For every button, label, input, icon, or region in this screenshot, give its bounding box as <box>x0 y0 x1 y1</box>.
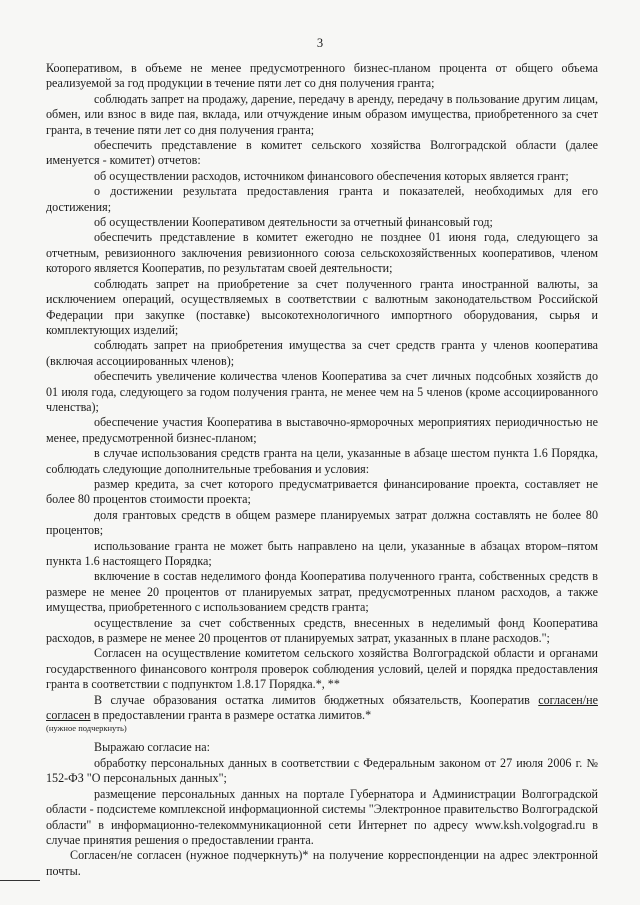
paragraph: осуществление за счет собственных средств, внесенных в неделимый фонд Кооператива расходов, в размере не менее 20 процентов от планируемых затрат, указанных в плане расходов."; <box>46 615 598 646</box>
remaining-grant-tail: в предоставлении гранта в размере остатка лимитов.* <box>90 708 372 723</box>
paragraph: обеспечить представление в комитет ежегодно не позднее 01 июня года, следующего за отчетным, ревизионного заключения ревизионного союза сельскохозяйственных кооперативов, членом которого является Кооператив, по результатам своей деятельности; <box>46 230 598 276</box>
consent-choice: согласен/не согласен <box>46 692 598 723</box>
paragraph: доля грантовых средств в общем размере планируемых затрат должна составлять не более 80 процентов; <box>46 507 598 538</box>
paragraph: о достижении результата предоставления гранта и показателей, необходимых для его достижения; <box>46 184 598 214</box>
underline-note: (нужное подчеркнуть) <box>46 723 127 734</box>
remaining-grant-lead: В случае образования остатка лимитов бюджетных обязательств, Кооператив <box>94 692 530 707</box>
paragraph: включение в состав неделимого фонда Кооператива полученного гранта, собственных средств в размере не менее 20 процентов от планируемых затрат, предусмотренных планом расходов, а также имущества, приобретенного с использованием средств гранта; <box>46 569 598 615</box>
page-number: 3 <box>316 36 324 50</box>
paragraph: обеспечение участия Кооператива в выставочно-ярморочных мероприятиях периодичностью не менее, предусмотренной бизнес-планом; <box>46 415 598 445</box>
paragraph: соблюдать запрет на продажу, дарение, передачу в аренду, передачу в пользование другим лицам, обмен, или взнос в виде пая, вклада, или отчуждение иным образом имущества, приобретенного за счет гранта, в течение пяти лет со дня получения гранта; <box>46 91 598 137</box>
paragraph: Кооперативом, в объеме не менее предусмотренного бизнес-планом процента от общего объема реализуемой за год продукции в течение пяти лет со дня получения гранта; <box>46 61 598 91</box>
remaining-grant-paragraph <box>46 693 598 724</box>
paragraph: использование гранта не может быть направлено на цели, указанные в абзацах втором–пятом пункта 1.6 настоящего Порядка; <box>46 538 598 568</box>
footnote-divider <box>0 880 40 881</box>
consent-item: обработку персональных данных в соответствии с Федеральным законом от 27 июля 2006 г. № 152-ФЗ "О персональных данных"; <box>46 755 598 786</box>
paragraph: обеспечить представление в комитет сельского хозяйства Волгоградской области (далее именуется - комитет) отчетов: <box>46 138 598 168</box>
paragraph: обеспечить увеличение количества членов Кооператива за счет личных подсобных хозяйств до 01 июля года, следующего за годом получения гранта, не менее чем на 5 членов (кроме ассоциированного членства); <box>46 369 598 414</box>
paragraph: об осуществлении расходов, источником финансового обеспечения которых является грант; <box>94 168 569 183</box>
paragraph: соблюдать запрет на приобретения имущества за счет средств гранта у членов кооператива (включая ассоциированных членов); <box>46 338 598 368</box>
paragraph: соблюдать запрет на приобретение за счет полученного гранта иностранной валюты, за исключением операций, осуществляемых в соответствии с валютным законодательством Российской Федерации при закупке (поставке) высокотехнологичного импортного оборудования, сырья и комплектующих изделий; <box>46 276 598 337</box>
paragraph: размер кредита, за счет которого предусматривается финансирование проекта, составляет не более 80 процентов стоимости проекта; <box>46 476 598 507</box>
email-consent-paragraph: Согласен/не согласен (нужное подчеркнуть)* на получение корреспонденции на адрес электронной почты. <box>46 848 598 878</box>
paragraph: в случае использования средств гранта на цели, указанные в абзаце шестом пункта 1.6 Порядка, соблюдать следующие дополнительные требования и условия: <box>46 446 598 476</box>
document-body <box>46 61 598 879</box>
paragraph: Согласен на осуществление комитетом сельского хозяйства Волгоградской области и органами государственного финансового контроля проверок соблюдения условий, целей и порядка предоставления гранта в соответствии с подпунктом 1.8.17 Порядка.*, ** <box>46 646 598 692</box>
consent-heading: Выражаю согласие на: <box>94 740 210 755</box>
consent-item: размещение персональных данных на портале Губернатора и Администрации Волгоградской области - подсистеме комплексной информационной системы "Электронное правительство Волгоградской области" в информационно-телекоммуникационной сети Интернет по адресу www.ksh.volgograd.ru в случае принятия решения о предоставлении гранта. <box>46 786 598 847</box>
paragraph: об осуществлении Кооперативом деятельности за отчетный финансовый год; <box>94 215 493 230</box>
